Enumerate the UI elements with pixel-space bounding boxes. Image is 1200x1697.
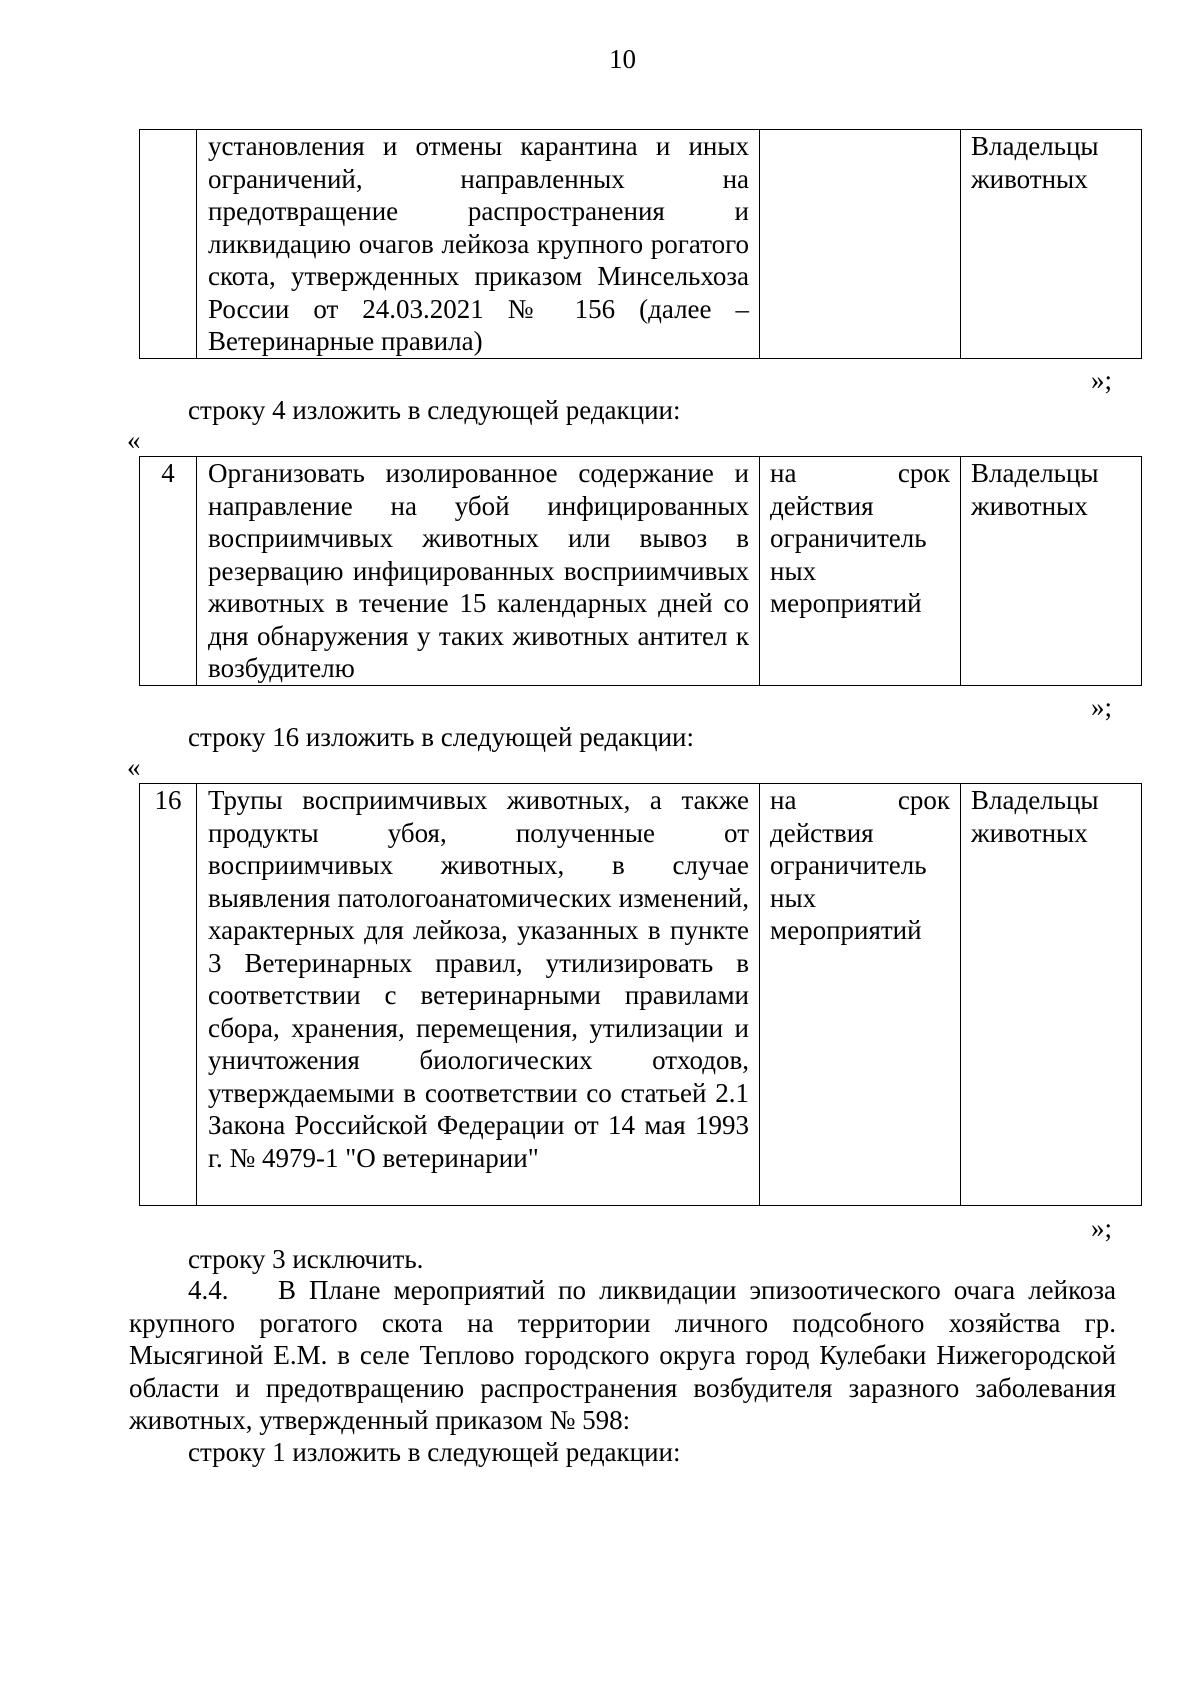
- row-number-cell: 4: [140, 457, 197, 686]
- term-first-line: [770, 784, 950, 817]
- measure-text-cell: Организовать изолированное содержание и направление на убой инфицированных восприимчивых животных или вывоз в резервацию инфицированных восприимчивых животных в течение 15 календарных дней со дня обнаружения у таких животных антител к возбудителю: [197, 457, 760, 686]
- section-4-4: [129, 1274, 1116, 1437]
- closing-quote: »;: [1091, 692, 1113, 722]
- instruction-row-1: строку 1 изложить в следующей редакции:: [188, 1437, 681, 1467]
- term-word: на: [770, 785, 797, 815]
- term-cell: [760, 784, 961, 1206]
- term-cell: [760, 457, 961, 686]
- table-row: [140, 457, 1142, 686]
- table-row-16: [139, 783, 1142, 1206]
- instruction-row-16: строку 16 изложить в следующей редакции:: [188, 722, 695, 752]
- term-cell: [760, 130, 961, 359]
- closing-quote: »;: [1091, 365, 1113, 395]
- row-number-cell: [140, 130, 197, 359]
- responsible-cell: Владельцы животных: [961, 784, 1142, 1206]
- row-number-cell: 16: [140, 784, 197, 1206]
- closing-quote: »;: [1091, 1213, 1113, 1243]
- section-text: В Плане мероприятий по ликвидации эпизоотического очага лейкоза крупного рогатого скота на территории личного подсобного хозяйства гр. Мысягиной Е.М. в селе Теплово городского округа город Кулебаки Нижегородской области и предотвращению распространения возбудителя заразного заболевания животных, утвержденный приказом № 598:: [129, 1275, 1116, 1435]
- term-word: срок: [897, 785, 950, 815]
- instruction-row-4: строку 4 изложить в следующей редакции:: [188, 395, 681, 425]
- table-row: [140, 130, 1142, 359]
- term-word: на: [770, 458, 797, 488]
- opening-quote: «: [127, 752, 141, 782]
- term-word: срок: [897, 458, 950, 488]
- page-number: 10: [609, 44, 636, 74]
- opening-quote: «: [127, 425, 141, 455]
- table-row-4: [139, 456, 1142, 686]
- measure-text-cell: Трупы восприимчивых животных, а также продукты убоя, полученные от восприимчивых животных, в случае выявления патологоанатомических изменений, характерных для лейкоза, указанных в пункте 3 Ветеринарных правил, утилизировать в соответствии с ветеринарными правилами сбора, хранения, перемещения, утилизации и уничтожения биологических отходов, утверждаемыми в соответствии со статьей 2.1 Закона Российской Федерации от 14 мая 1993 г. № 4979-1 "О ветеринарии": [197, 784, 760, 1206]
- table-continuation: [139, 129, 1142, 359]
- section-number: 4.4.: [188, 1275, 229, 1305]
- term-rest: действия ограничитель ных мероприятий: [770, 817, 927, 945]
- table-row: [140, 784, 1142, 1206]
- term-rest: действия ограничитель ных мероприятий: [770, 490, 927, 618]
- instruction-row-3: строку 3 исключить.: [188, 1244, 424, 1274]
- responsible-cell: Владельцы животных: [961, 457, 1142, 686]
- term-first-line: [770, 457, 950, 490]
- responsible-cell: Владельцы животных: [961, 130, 1142, 359]
- measure-text-cell: установления и отмены карантина и иных ограничений, направленных на предотвращение распространения и ликвидацию очагов лейкоза крупного рогатого скота, утвержденных приказом Минсельхоза России от 24.03.2021 № 156 (далее – Ветеринарные правила): [197, 130, 760, 359]
